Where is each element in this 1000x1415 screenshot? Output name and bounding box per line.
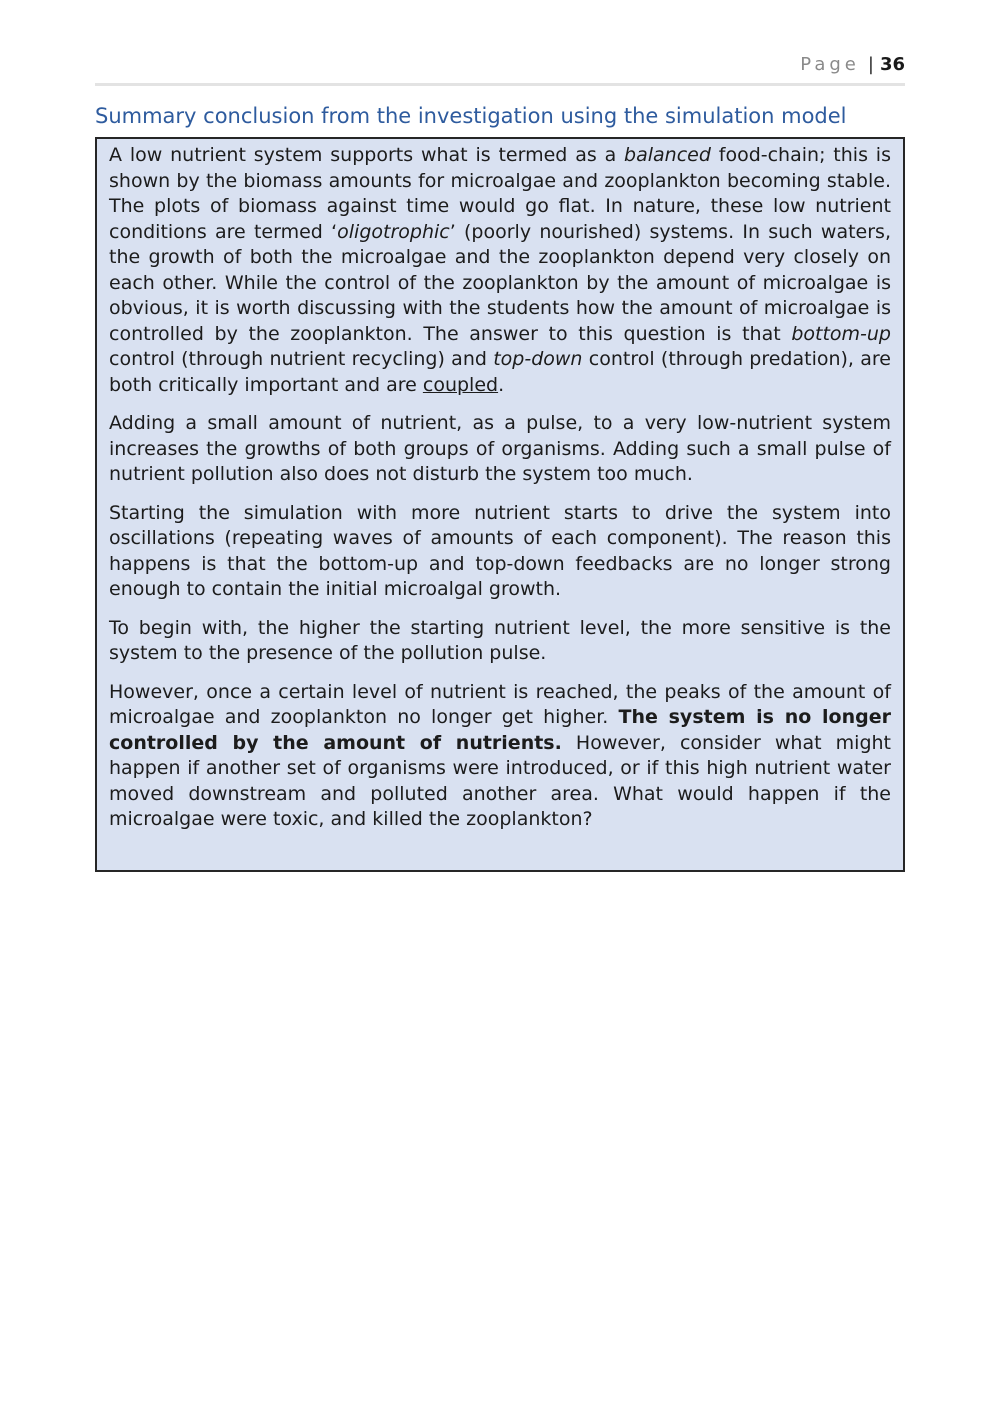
text-segment: coupled <box>422 373 499 396</box>
page-header-separator: | <box>867 54 874 75</box>
text-segment: oligotrophic <box>337 220 450 243</box>
document-page <box>95 0 905 872</box>
text-segment: Starting the simulation with more nutrient starts to drive the system into oscillations (repeating waves of amounts of each component). The reason this happens is that the bottom-up and top-down feedbacks are no longer strong enough to contain the initial microalgal growth. <box>109 501 891 600</box>
text-segment: . <box>498 373 505 396</box>
text-segment: However, once a certain level of nutrient is reached, the peaks of the amount of microalgae and zooplankton no longer get higher. <box>109 680 891 728</box>
text-segment: control (through predation), are both critically important and are <box>109 348 891 396</box>
page-number: 36 <box>879 54 905 75</box>
paragraph <box>109 411 891 488</box>
text-segment: food-chain; this is shown by the biomass amounts for microalgae and zooplankton becoming stable. The plots of biomass against time would go flat. In nature, these low nutrient conditions are termed ‘ <box>109 144 891 243</box>
text-segment: However, consider what might happen if another set of organisms were introduced, or if this high nutrient water moved downstream and polluted another area. What would happen if the microalgae were toxic, and killed the zooplankton? <box>109 731 891 830</box>
text-segment: To begin with, the higher the starting nutrient level, the more sensitive is the system to the presence of the pollution pulse. <box>109 616 891 664</box>
text-segment: A low nutrient system supports what is termed as a <box>109 144 625 166</box>
text-segment: control (through nutrient recycling) and <box>109 348 494 370</box>
paragraph <box>109 616 891 667</box>
text-segment: The system is no longer controlled by the amount of nutrients. <box>109 706 891 754</box>
paragraph <box>109 680 891 833</box>
text-segment: ’ (poorly nourished) systems. In such waters, the growth of both the microalgae and the zooplankton depend very closely on each other. While the control of the zooplankton by the amount of microalgae is obvious, it is worth discussing with the students how the amount of microalgae is controlled by the zooplankton. The answer to this question is that <box>109 220 891 345</box>
section-heading: Summary conclusion from the investigation using the simulation model <box>95 104 847 128</box>
page-header <box>95 0 905 86</box>
text-segment: Adding a small amount of nutrient, as a pulse, to a very low-nutrient system increases the growths of both groups of organisms. Adding such a small pulse of nutrient pollution also does not disturb the system too much. <box>109 412 891 485</box>
text-segment: top-down <box>493 348 583 370</box>
text-segment: balanced <box>624 144 711 166</box>
paragraph <box>109 143 891 398</box>
text-segment: bottom-up <box>791 322 891 345</box>
summary-conclusion-box <box>95 137 905 872</box>
paragraph <box>109 501 891 603</box>
page-header-label: Page <box>800 54 860 75</box>
